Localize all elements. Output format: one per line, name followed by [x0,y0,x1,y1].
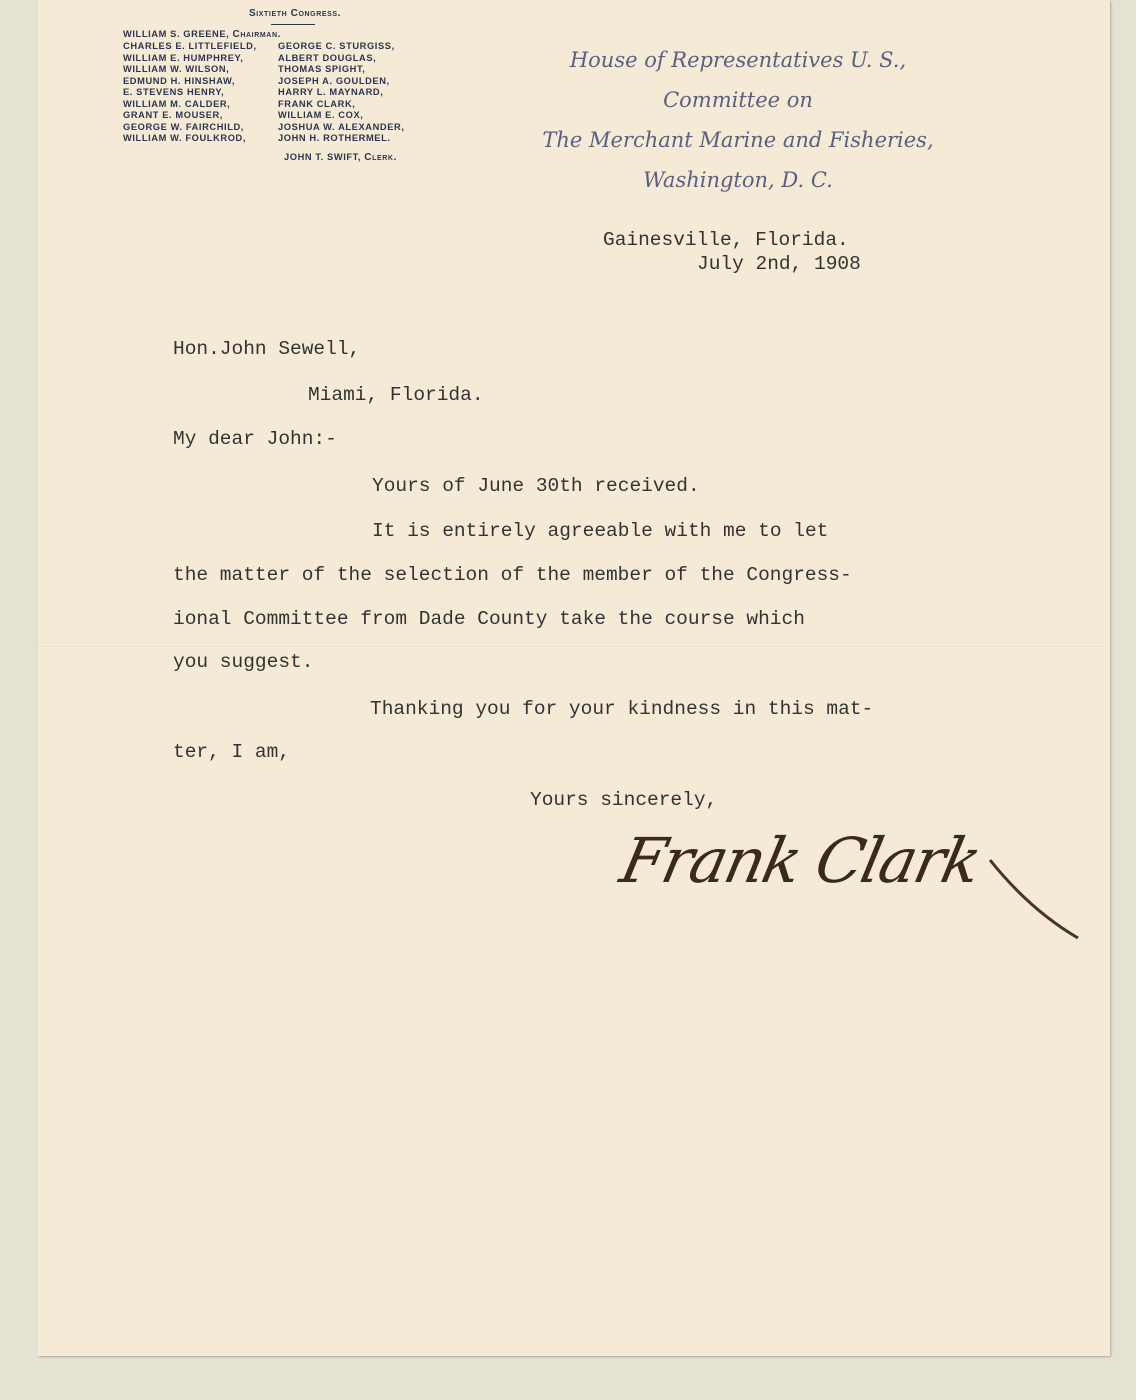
members-column-2 [278,41,405,145]
chairman-name: WILLIAM S. GREENE, [123,29,230,39]
member: WILLIAM E. COX, [278,110,364,120]
members-column-1 [123,41,257,145]
signature-text: Frank Clark [614,824,986,897]
member: WILLIAM W. FOULKROD, [123,133,247,143]
member: FRANK CLARK, [278,98,356,109]
body-line: ional Committee from Dade County take the course which [173,608,805,630]
member: EDMUND H. HINSHAW, [123,75,236,86]
clerk-title: Clerk. [364,152,397,163]
member: WILLIAM M. CALDER, [123,98,231,109]
body-line: you suggest. [173,651,314,673]
letter-page [38,0,1110,1356]
fold-line [38,646,1110,648]
member: ALBERT DOUGLAS, [278,52,377,63]
signature [600,800,1090,950]
letter-place: Gainesville, Florida. [603,229,849,251]
body-line: the matter of the selection of the member of the Congress- [173,564,852,586]
member: GRANT E. MOUSER, [123,110,223,120]
clerk [284,152,397,163]
member: JOSHUA W. ALEXANDER, [278,121,405,132]
chairman [123,29,281,40]
body-line: Thanking you for your kindness in this mat- [370,698,874,720]
member: WILLIAM W. WILSON, [123,64,230,74]
body-line: Yours of June 30th received. [372,475,700,497]
signature-flourish [990,860,1078,938]
address: Miami, Florida. [308,384,484,406]
letter-date: July 2nd, 1908 [697,253,861,275]
house-name: House of Representatives U. S., [569,48,907,72]
divider [271,24,315,25]
committee-name: The Merchant Marine and Fisheries, [542,128,934,152]
member: THOMAS SPIGHT, [278,64,366,74]
member: JOHN H. ROTHERMEL. [278,133,391,143]
member: CHARLES E. LITTLEFIELD, [123,41,257,51]
clerk-name: JOHN T. SWIFT, [284,152,362,162]
member: E. STEVENS HENRY, [123,87,225,97]
member: JOSEPH A. GOULDEN, [278,75,390,86]
closing: Yours sincerely, [530,789,718,811]
body-line: It is entirely agreeable with me to let [372,520,829,542]
addressee: Hon.John Sewell, [173,338,361,360]
member: WILLIAM E. HUMPHREY, [123,52,244,63]
member: GEORGE C. STURGISS, [278,41,395,51]
member: HARRY L. MAYNARD, [278,87,384,97]
member: GEORGE W. FAIRCHILD, [123,121,244,132]
body-line: ter, I am, [173,741,291,763]
committee-on: Committee on [663,88,813,112]
letterhead-title [478,40,998,200]
congress-heading: Sixtieth Congress. [248,8,342,19]
letterhead-city: Washington, D. C. [643,168,833,192]
chairman-title: Chairman. [232,29,281,40]
salutation: My dear John:- [173,428,337,450]
